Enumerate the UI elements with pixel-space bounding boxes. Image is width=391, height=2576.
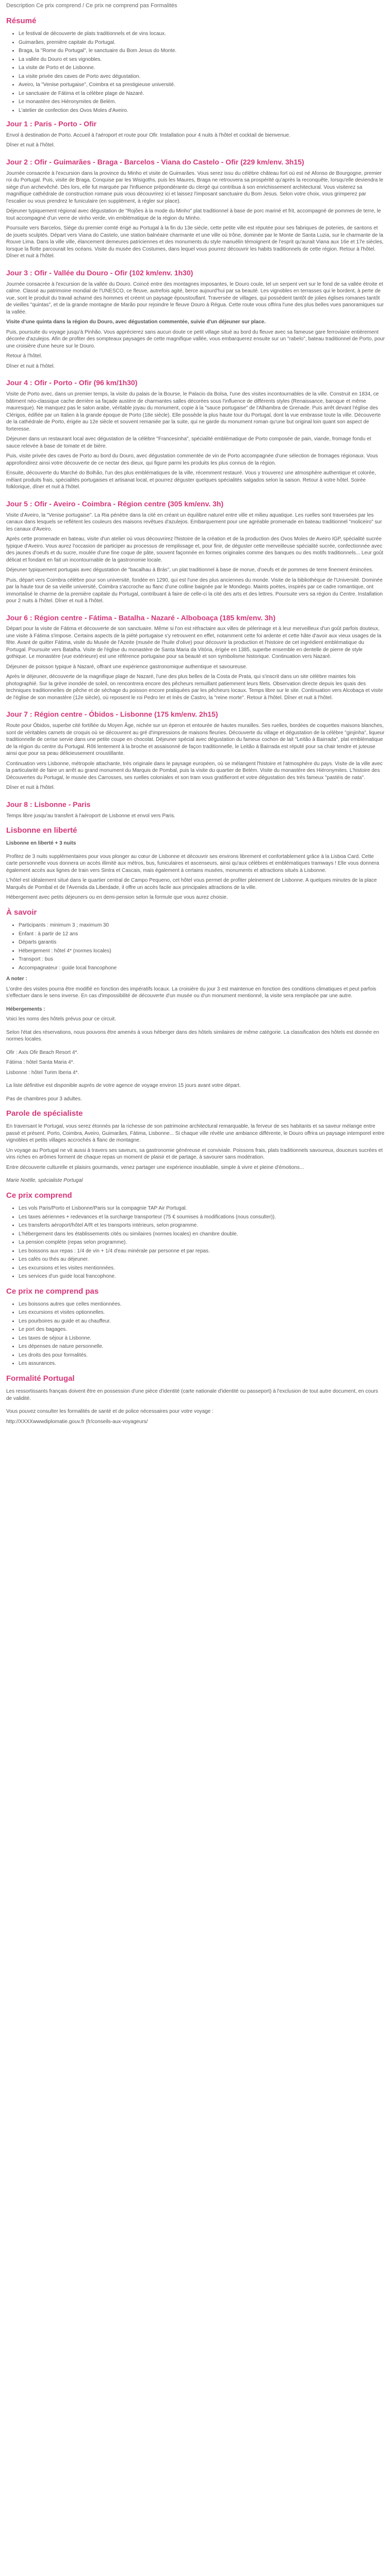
- heb-paragraph: La liste définitive est disponible auprès de votre agence de voyage environ 15 jours avant votre départ.: [6, 1083, 241, 1089]
- list-item: • Les excursions et les visites mentionnées.: [19, 1265, 385, 1272]
- avoir-title: À savoir: [6, 907, 37, 917]
- day-paragraph: Puis, visite privée des caves de Porto au bord du Douro, avec dégustation commentée de vin de Porto accompagnée d'une sélection de fromages régionaux. Vous approfondirez ainsi votre découverte de ce nectar des dieux, qui figure parmi les produits les plus connus de la région.: [6, 453, 378, 466]
- day-paragraph: Déjeuner typiquement régional avec dégustation de "Rojões à la mode du Minho" plat traditionnel à base de porc mariné et frit, accompagné de pommes de terre, le tout accompagné d'un verre de vinho verde, vin emblématique de la région du Minho.: [6, 208, 381, 221]
- top-tabs[interactable]: Description Ce prix comprend / Ce prix ne comprend pas Formalités: [6, 3, 177, 9]
- day-paragraph: Dîner et nuit à l'hôtel.: [6, 142, 55, 148]
- ne-comprend-list: [6, 1301, 385, 1367]
- specialiste-paragraph: Un voyage au Portugal ne vit aussi à travers ses saveurs, sa gastronomie généreuse et conviviale. Poissons frais, plats traditionnels savoureux, douceurs sucrées et vins riches en arômes forment de chaque repas un moment de plaisir et de partage, à savourer sans modération.: [6, 1147, 383, 1161]
- resume-list: [6, 30, 385, 114]
- day-paragraph: Route pour Óbidos, superbe cité fortifiée du Moyen Âge, nichée sur un éperon et entourée de hautes murailles. Ses ruelles, bordées de coquettes maisons blanches, sont de véritables carnets de croquis où se découvrent au gré d'impressions de maisons fleuries. Découverte du village et dégustation de la célèbre "ginjinha", liqueur traditionnelle de cerise servie dans une petite coupe en chocolat. Déjeuner spécial avec dégustation du fameux cochon de lait "Leitão à Bairrada", plat emblématique de la région du centre du Portugal. Rôti lentement à la broche et assaisonné de façon traditionnelle, le Leitão à Bairrada est réputé pour sa chair tendre et juteuse ainsi que pour sa peau délicieusement croustillante.: [6, 723, 385, 757]
- day-paragraph: Après le déjeuner, découverte de la magnifique plage de Nazaré, l'une des plus belles de la Costa de Prata, qui s'inscrit dans un site célèbre maintes fois photographié. Sur la grève inondée de soleil, on rencontrera encore des pêcheurs remuillant patiemment leurs filets. Observation directe depuis les quais des techniques traditionnelles de pêche et de séchage du poisson encore pratiquées par les pêcheurs locaux. Temps libre sur le site. Continuation vers Alcobaça et visite de l'église de son monastère (12e siècle), où reposent le roi Pedro Ier et Inès de Castro, la "reine morte". Retour à l'hôtel. Dîner et nuit à l'hôtel.: [6, 674, 383, 701]
- day-paragraph: Puis, départ vers Coimbra célèbre pour son université, fondée en 1290, qui est l'une des plus anciennes du monde. Visite de la bibliothèque de l'Université. Dominée par la haute tour de sa vieille université, Coimbra s'accroche au flanc d'une colline baignée par le Mondego. Maints poètes, inspirés par ce cadre romantique, ont immortalisé le charme de la première capitale du Portugal, contribuant à faire de celle-ci la cité des arts et des lettres. Poursuite vers sa région du Centre. Installation pour 2 nuits à l'hôtel. Dîner et nuit à l'hôtel.: [6, 577, 383, 604]
- list-item: • La pension complète (repas selon programme).: [19, 1239, 385, 1246]
- day-paragraph: Puis, poursuite du voyage jusqu'à Pinhão. Vous apprécierez sans aucun doute ce petit village situé au bord du fleuve avec sa fameuse gare ferroviaire entièrement décorée d'azulejos. Afin de profiter des sompteaux paysages de cette magnifique vallée, vous embarquerez ensuite sur un "rabelo", bateau traditionnel de Porto, pour une croisière d'une heure sur le Douro.: [6, 329, 385, 349]
- day-paragraph: Visite d'une quinta dans la région du Douro, avec dégustation commentée, suivie d'un déjeuner sur place.: [6, 319, 266, 325]
- list-item: • Braga, la "Rome du Portugal", le sanctuaire du Bom Jesus do Monte.: [19, 47, 385, 55]
- day-paragraph: Journée consacrée à l'excursion de la vallée du Douro. Coincé entre des montagnes imposantes, le Douro coule, tel un serpent vert sur le fond de sa vallée étroite et calme. Classé au patrimoine mondial de l'UNESCO, ce fleuve, autrefois agité, berce aujourd'hui par sa beauté. Les vignobles en terrasses qui le bordent, à perte de vue, sont le produit du travail acharné des hommes et créent un paysage époustouflant. Traversée de villages, qui possèdent tantôt de jolies églises romanes tantôt de vieilles "quintas", et de la grande montagne de Marão pour rejoindre le fleuve Douro à Régua. Cette route vous offrira l'une des plus belles vues panoramiques sur la vallée.: [6, 281, 384, 315]
- list-item: • Participants : minimum 3 ; maximum 30: [19, 922, 385, 929]
- day-paragraph: Envol à destination de Porto. Accueil à l'aéroport et route pour Ofir. Installation pour 4 nuits à l'hôtel et cocktail de bienvenue.: [6, 132, 290, 138]
- formalites-link[interactable]: http://XXXXwwwdiplomatie.gouv.fr (fr/conseils-aux-voyageurs/: [6, 1418, 148, 1425]
- note-paragraph: L'ordre des visites pourra être modifié en fonction des impératifs locaux. La croisière du jour 3 est maintenue en fonction des conditions climatiques et peut parfois s'effectuer dans le sens inverse. En cas d'impossibilité de découverte d'un musée ou d'un monument mentionné, la visite sera remplacée par une autre.: [6, 986, 377, 999]
- heb-hotel: Ofir : Axis Ofir Beach Resort 4*.: [6, 1049, 79, 1055]
- day-paragraph: Journée consacrée à l'excursion dans la province du Minho et visite de Guimarães. Vous serez issu du célèbre château fort où est né Afonso de Bourgogne, premier roi du Portugal. Puis, visite de Braga. Conquise par les Wisigoths, puis les Maures, Braga ne retrouvera sa prospérité qu'après la reconquête, lorsqu'elle deviendra le siège d'un archevêché. Dès lors, elle fut marquée par l'influence prépondérante du clergé qui contribua à son enrichissement architectural. Vous visiterez sa magnifique cathédrale de construction romane puis vous découvrirez ici et laissez l'imposant sanctuaire du Bom Jesus. Selon votre choix, vous grimperez par l'escalier ou vous prendrez le funiculaire (en supplément, à régler sur place).: [6, 170, 383, 204]
- list-item: • Le monastère des Hiéronymites de Belém.: [19, 98, 385, 106]
- list-item: • Le port des bagages.: [19, 1326, 385, 1333]
- ne-comprend-title: Ce prix ne comprend pas: [6, 1286, 99, 1296]
- heb-hotel: Lisbonne : hôtel Turim Iberia 4*.: [6, 1069, 79, 1076]
- day-paragraph: Retour à l'hôtel.: [6, 353, 42, 359]
- list-item: • Les vols Paris/Porto et Lisbonne/Paris sur la compagnie TAP Air Portugal.: [19, 1205, 385, 1212]
- heb-label: Hébergements :: [6, 1006, 45, 1012]
- heb-hotel: Fátima : hôtel Santa Maria 4*.: [6, 1060, 75, 1066]
- day-paragraph: Départ pour la visite de Fátima et découverte de son sanctuaire. Même si l'on est réfractaire aux villes de pèlerinage et à leur merveilleux d'un goût parfois douteux, une visite à Fátima s'impose. Certains aspects de la piété portugaise s'y retrouvent en effet, notamment cette foi ardente et cette hâte d'avoir aux vieux usages de la fête. Avant de quitter Fátima, visite du Musée de l'Azeite (musée de l'huile d'olive) pour découvrir la production et l'histoire de cet ingrédient emblématique du Portugal. Poursuite vers Batalha. Visite de l'église du monastère de Santa Maria da Vitória, érigée en 1385, superbe ensemble en dentelle de pierre de style gothique. Le monastère (vue extérieure) est une référence portugaise pour sa beauté et son symbolisme historique. Continuation vers Nazaré.: [6, 626, 382, 660]
- day-6-title: Jour 6 : Région centre - Fátima - Batalha - Nazaré - Alboboaça (185 km/env. 3h): [6, 613, 276, 622]
- day-4-title: Jour 4 : Ofir - Porto - Ofir (96 km/1h30): [6, 378, 138, 387]
- day-paragraph: Poursuite vers Barcelos, Siège du premier comté érigé au Portugal à la fin du 13e siècle, cette petite ville est réputée pour ses fabriques de poteries, de santons et de jouets sculptés. Départ vers Viana do Castelo, une station balnéaire charmante et une ville où trône, dominée par le Monte de Santa Luzia, sur le charmante de la Rouve Lima. Dans la ville ville, élancement demeures patriciennes et des monuments du style manuélin témoignent de l'esprit qu'aurait Viana aux 16e et 17e siècles, lorsque la flotte parcourait les océans. Visite du musée des Costumes, dans lequel vous pourrez découvrir les habits traditionnels de cette région. Retour à l'hôtel. Dîner et nuit à l'hôtel.: [6, 225, 384, 259]
- heb-paragraph: Selon l'état des réservations, nous pouvons être amenés à vous héberger dans des hôtels similaires de même catégorie. La classification des hôtels est donnée en normes locales.: [6, 1029, 379, 1043]
- formalites-paragraph: Les ressortissants français doivent être en possession d'une pièce d'identité (carte nationale d'identité ou passeport) à l'exclusion de tout autre document, en cours de validité.: [6, 1389, 378, 1401]
- day-paragraph: Déjeuner dans un restaurant local avec dégustation de la célèbre "Francesinha", spécialité emblématique de Porto composée de pain, viande, fromage fondu et sauce relevée à base de tomate et de bière.: [6, 436, 371, 449]
- heb-paragraph: Pas de chambres pour 3 adultes.: [6, 1096, 82, 1102]
- day-8-title: Jour 8 : Lisbonne - Paris: [6, 800, 91, 808]
- formalites-paragraph: Vous pouvez consulter les formalités de santé et de police nécessaires pour votre voyage :: [6, 1409, 214, 1415]
- day-paragraph: Temps libre jusqu'au transfert à l'aéroport de Lisbonne et envol vers Paris.: [6, 813, 175, 819]
- option-paragraph: L'hôtel est idéalement situé dans le quartier central de Campo Pequeno, cet hôtel vous permet de profiter pleinement de Lisbonne. A quelques minutes de la place Marquês de Pombal et de l'Avenida da Liberdade, il offre un accès facile aux principales attractions de la ville.: [6, 878, 377, 890]
- option-paragraph: Profitez de 3 nuits supplémentaires pour vous plonger au cœur de Lisbonne et découvrir ses environs librement et confortablement grâce à la Lisboa Card. Cette carte personnelle vous donnera un accès illimité aux métros, bus, funiculaires et ascenseurs, ainsi qu'aux célèbres et emblématiques tramways ! Elle vous donnera également accès aux lignes de train vers Sintra et Cascais, mais également à certains musées, monuments et attractions situés à Lisbonne.: [6, 853, 379, 873]
- day-paragraph: Ensuite, découverte du Marché do Bolhão, l'un des plus emblématiques de la ville, récemment restauré. Vous y trouverez une atmosphère authentique et colorée, mêlant produits frais, spécialités portugaises et artisanat local, et pourrez déguster quelques spécialités salgados selon la saison. Retour à votre hôtel. Soirée folklorique, dîner et nuit à l'hôtel.: [6, 470, 376, 490]
- day-paragraph: Après cette promenade en bateau, visite d'un atelier où vous découvrirez l'histoire de la création et de la production des Ovos Moles de Aveiro IGP, spécialité sucrée typique d'Aveiro. Vous aurez l'occasion de participer au processus de remplissage et, pour finir, de déguster cette merveilleuse spécialité sucrée, confectionnée avec des jaunes d'oeufs et du sucre, moulée d'une fine coque de pâte, souvent façonnée en formes originales comme des banques ou des motifs traditionnels... Leur goût délicat et fondant en fait un incontournable de la gastronomie locale.: [6, 536, 383, 563]
- day-paragraph: Visite d'Aveiro, la "Venise portugaise". La Ria pénètre dans la cité en créant un équilibre naturel entre ville et milieu aquatique. Les ruelles sont traversées par les canaux dans lesquels se reflètent les couleurs des maisons revêtues d'azulejos. Embarquement pour une agréable promenade en bateau traditionnel "moliceiro" sur les canaux d'Aveiro.: [6, 512, 382, 532]
- list-item: • Les taxes aériennes + redevances et la surcharge transporteur (75 € soumises à modifications (nous consulter)).: [19, 1214, 385, 1221]
- day-paragraph: Dîner et nuit à l'hôtel.: [6, 363, 55, 369]
- list-item: • L'hébergement dans les établissements cités ou similaires (normes locales) en chambre double.: [19, 1231, 385, 1238]
- day-2-title: Jour 2 : Ofir - Guimarães - Braga - Barcelos - Viana do Castelo - Ofir (229 km/env. 3h15): [6, 157, 304, 166]
- specialiste-title: Parole de spécialiste: [6, 1109, 83, 1118]
- list-item: • Le sanctuaire de Fátima et la célèbre plage de Nazaré.: [19, 90, 385, 97]
- list-item: • Le festival de découverte de plats traditionnels et de vins locaux.: [19, 30, 385, 38]
- list-item: • Les cafés ou thés au déjeuner.: [19, 1256, 385, 1263]
- list-item: • Les pourboires au guide et au chauffeur.: [19, 1318, 385, 1325]
- resume-title: Résumé: [6, 16, 37, 25]
- list-item: • Les droits des pour formalités.: [19, 1352, 385, 1359]
- note-label: A noter :: [6, 976, 27, 982]
- day-paragraph: Continuation vers Lisbonne, métropole attachante, très originale dans le paysage européen, où se mélangent l'histoire et l'atmosphère du pays. Visite de la ville avec la particularité de faire un arrêt au grand monument du Marquis de Pombal, puis la visite du quartier de Belém. Visite du monastère des Hiéronymites. L'histoire des Découvertes du Portugal, le musée des Carrosses, ses ruelles coloniales et son tram vous gratifieront et votre dégustation des très fameux "pastéis de nata".: [6, 761, 383, 781]
- day-5-title: Jour 5 : Ofir - Aveiro - Coimbra - Région centre (305 km/env. 3h): [6, 499, 224, 508]
- specialiste-paragraph: En traversant le Portugal, vous serez étonnés par la richesse de son patrimoine architectural remarquable, la ferveur de ses habitants et sa saveur mélange entre passé et présent. Porto, Coimbra, Aveiro, Guimarães, Fátima, Lisbonne... Si chaque ville révèle une ambiance différente, le Douro offrira un paysage intemporel entre vignobles et petits villages accrochés à flanc de montagne.: [6, 1124, 385, 1144]
- day-3-title: Jour 3 : Ofir - Vallée du Douro - Ofir (102 km/env. 1h30): [6, 268, 193, 277]
- list-item: • Transport : bus: [19, 956, 385, 963]
- list-item: • Enfant : à partir de 12 ans: [19, 931, 385, 938]
- list-item: • Les transferts aéroport/hôtel A/R et les transports intérieurs, selon programme.: [19, 1222, 385, 1229]
- day-paragraph: Visite de Porto avec, dans un premier temps, la visite du palais de la Bourse, le Palacio da Bolsa, l'une des visites incontournables de la ville. Construit en 1834, ce bâtiment néo-classique cache derrière sa façade austère de charmantes salles décorées sous l'influence de différents styles (Renaissance, baroque et même mauresque). Ne manquez pas le salon arabe, véritable joyau du monument, copie à la "sauce portugaise" de l'Alhambra de Grenade. Puis arrêt devant l'église des Clérigos, édifiée par un Italien à la grande époque de Porto (18e siècle). Elle possède la plus haute tour du Portugal, dont la vue embrasse toute la ville. Découverte de la cathédrale de Porto, érigée au 12e siècle et souvent remaniée par la suite, qui ne garde du monument roman qu'une but original loin quant son aspect de forteresse.: [6, 391, 381, 432]
- list-item: • La vallée du Douro et ses vignobles.: [19, 56, 385, 63]
- option-title: Lisbonne en liberté: [6, 826, 77, 835]
- option-paragraph: Hébergement avec petits déjeuners ou en demi-pension selon la formule que vous aurez choisie.: [6, 895, 228, 901]
- specialiste-paragraph: Entre découverte culturelle et plaisirs gourmands, venez partager une expérience inoubliable, simple à vivre et pleine d'émotions...: [6, 1164, 304, 1170]
- list-item: • Guimarães, première capitale du Portugal.: [19, 39, 385, 46]
- list-item: • Les boissons aux repas : 1/4 de vin + 1/4 d'eau minérale par personne et par repas.: [19, 1248, 385, 1255]
- list-item: • La visite de Porto et de Lisbonne.: [19, 64, 385, 72]
- list-item: • Hébergement : hôtel 4* (normes locales): [19, 948, 385, 955]
- list-item: • Aveiro, la "Venise portugaise", Coimbra et sa prestigieuse université.: [19, 81, 385, 89]
- day-1-title: Jour 1 : Paris - Porto - Ofir: [6, 120, 97, 128]
- list-item: • Les dépenses de nature personnelle.: [19, 1343, 385, 1350]
- formalites-title: Formalité Portugal: [6, 1374, 75, 1383]
- avoir-list: [6, 922, 385, 971]
- list-item: • Départs garantis: [19, 939, 385, 946]
- comprend-title: Ce prix comprend: [6, 1191, 72, 1200]
- specialiste-signature: Marie Noëlle, spécialiste Portugal: [6, 1178, 83, 1184]
- comprend-list: [6, 1205, 385, 1280]
- day-paragraph: Déjeuner typiquement portugais avec dégustation de "bacalhau à Brás", un plat traditionnel à base de morue, d'oeufs et de pommes de terre finement émincées.: [6, 567, 373, 573]
- list-item: • L'atelier de confection des Ovos Moles d'Aveiro.: [19, 107, 385, 114]
- list-item: • Accompagnateur : guide local francophone: [19, 965, 385, 972]
- list-item: • Les services d'un guide local francophone.: [19, 1273, 385, 1280]
- list-item: • Les assurances.: [19, 1360, 385, 1367]
- day-7-title: Jour 7 : Région centre - Óbidos - Lisbonne (175 km/env. 2h15): [6, 710, 218, 719]
- list-item: • Les boissons autres que celles mentionnées.: [19, 1301, 385, 1308]
- list-item: • Les excursions et visites optionnelles.: [19, 1309, 385, 1316]
- option-subtitle: Lisbonne en liberté + 3 nuits: [6, 840, 76, 847]
- day-paragraph: Dîner et nuit à l'hôtel.: [6, 785, 55, 791]
- heb-paragraph: Voici les noms des hôtels prévus pour ce circuit.: [6, 1016, 116, 1022]
- list-item: • Les taxes de séjour à Lisbonne.: [19, 1335, 385, 1342]
- list-item: • La visite privée des caves de Porto avec dégustation.: [19, 73, 385, 80]
- day-paragraph: Déjeuner de poisson typique à Nazaré, offrant une expérience gastronomique authentique et savoureuse.: [6, 664, 248, 670]
